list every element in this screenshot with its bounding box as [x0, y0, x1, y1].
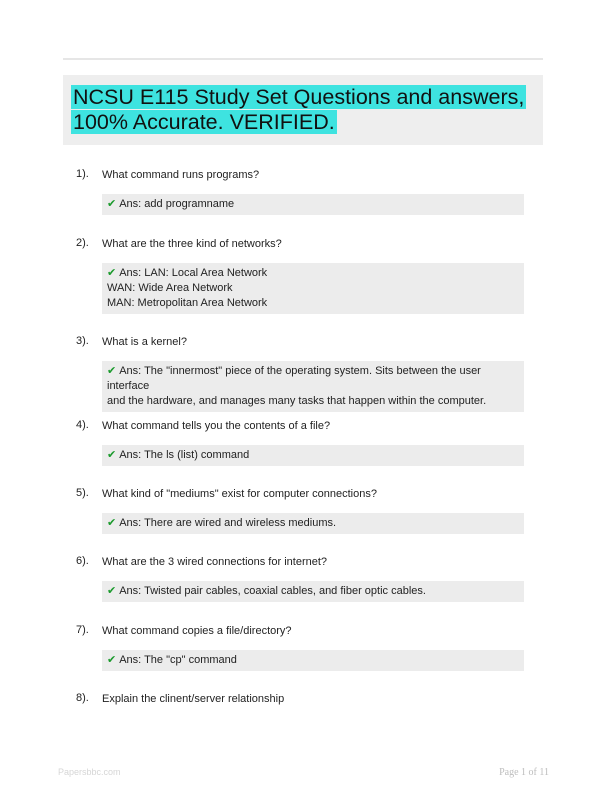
page-number: Page 1 of 11	[499, 767, 549, 778]
question-text: What are the three kind of networks?	[102, 238, 282, 250]
answer-text: Ans: add programname	[119, 198, 235, 210]
answer-text: Ans: The "innermost" piece of the operating system. Sits between the user interface	[107, 365, 481, 392]
question-text: What is a kernel?	[102, 336, 187, 348]
question-text: What kind of "mediums" exist for computer connections?	[102, 488, 377, 500]
question-text: What command runs programs?	[102, 169, 260, 181]
answer-text: Ans: The "cp" command	[119, 654, 237, 666]
answer-text: and the hardware, and manages many tasks that happen within the computer.	[107, 395, 487, 407]
question-number: 8).	[76, 692, 89, 704]
question-number: 7).	[76, 624, 89, 636]
check-icon: ✔	[107, 584, 117, 597]
page-title	[71, 85, 531, 135]
answer-box	[102, 361, 524, 412]
question-text: What are the 3 wired connections for internet?	[102, 556, 328, 568]
question-text: What command copies a file/directory?	[102, 625, 292, 637]
answer-box	[102, 194, 524, 215]
top-divider	[63, 58, 543, 60]
title-line-2: 100% Accurate. VERIFIED.	[73, 110, 335, 134]
title-box	[63, 75, 543, 145]
answer-box	[102, 581, 524, 602]
question-number: 4).	[76, 419, 89, 431]
answer-text: Ans: Twisted pair cables, coaxial cables, and fiber optic cables.	[119, 585, 426, 597]
question-number: 5).	[76, 487, 89, 499]
answer-text: MAN: Metropolitan Area Network	[107, 297, 268, 309]
answer-box	[102, 263, 524, 314]
answer-box	[102, 513, 524, 534]
check-icon: ✔	[107, 197, 117, 210]
answer-text: WAN: Wide Area Network	[107, 282, 233, 294]
check-icon: ✔	[107, 516, 117, 529]
title-line-1: NCSU E115 Study Set Questions and answers,	[73, 85, 525, 109]
check-icon: ✔	[107, 266, 117, 279]
answer-text: Ans: The ls (list) command	[119, 449, 250, 461]
question-number: 6).	[76, 555, 89, 567]
answer-box	[102, 650, 524, 671]
question-number: 2).	[76, 237, 89, 249]
question-text: What command tells you the contents of a file?	[102, 420, 331, 432]
answer-box	[102, 445, 524, 466]
check-icon: ✔	[107, 364, 117, 377]
watermark-text: Papersbbc.com	[58, 767, 121, 777]
check-icon: ✔	[107, 653, 117, 666]
question-number: 1).	[76, 168, 89, 180]
answer-text: Ans: There are wired and wireless mediums.	[119, 517, 337, 529]
question-text: Explain the clinent/server relationship	[102, 693, 285, 705]
question-number: 3).	[76, 335, 89, 347]
answer-text: Ans: LAN: Local Area Network	[119, 267, 268, 279]
check-icon: ✔	[107, 448, 117, 461]
